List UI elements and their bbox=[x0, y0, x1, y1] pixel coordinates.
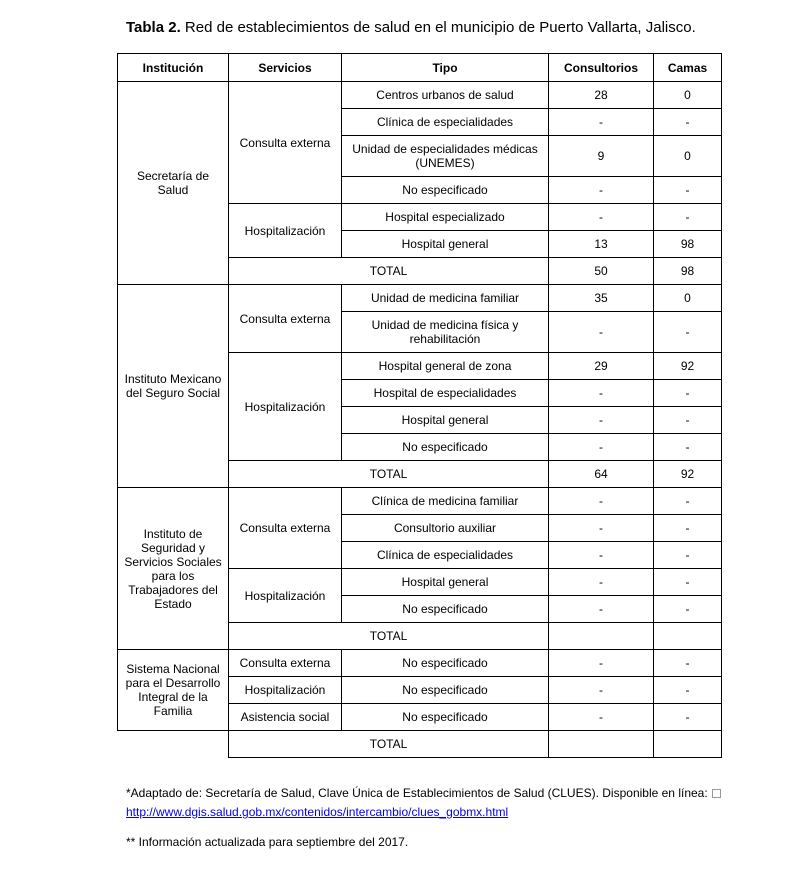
total-label: TOTAL bbox=[229, 461, 549, 488]
header-servicios: Servicios bbox=[229, 54, 342, 82]
camas-cell: - bbox=[654, 380, 722, 407]
type-cell: Hospital de especialidades bbox=[342, 380, 549, 407]
consultorios-cell: 9 bbox=[549, 136, 654, 177]
type-cell: Centros urbanos de salud bbox=[342, 82, 549, 109]
camas-cell: 92 bbox=[654, 353, 722, 380]
type-cell: Clínica de especialidades bbox=[342, 542, 549, 569]
camas-cell: - bbox=[654, 488, 722, 515]
service-cell: Hospitalización bbox=[229, 569, 342, 623]
total-label: TOTAL bbox=[229, 623, 549, 650]
camas-total bbox=[654, 623, 722, 650]
empty-cell bbox=[118, 731, 229, 758]
camas-cell: 98 bbox=[654, 231, 722, 258]
camas-cell: - bbox=[654, 434, 722, 461]
consultorios-cell: - bbox=[549, 434, 654, 461]
type-cell: Unidad de medicina familiar bbox=[342, 285, 549, 312]
service-cell: Consulta externa bbox=[229, 650, 342, 677]
consultorios-cell: - bbox=[549, 177, 654, 204]
type-cell: Hospital especializado bbox=[342, 204, 549, 231]
consultorios-total bbox=[549, 623, 654, 650]
table-row bbox=[118, 650, 722, 677]
header-row bbox=[118, 54, 722, 82]
consultorios-cell: - bbox=[549, 204, 654, 231]
type-cell: Hospital general bbox=[342, 569, 549, 596]
consultorios-cell: 28 bbox=[549, 82, 654, 109]
header-consultorios: Consultorios bbox=[549, 54, 654, 82]
camas-cell: 0 bbox=[654, 285, 722, 312]
consultorios-cell: - bbox=[549, 704, 654, 731]
type-cell: Hospital general bbox=[342, 407, 549, 434]
consultorios-cell: - bbox=[549, 407, 654, 434]
header-tipo: Tipo bbox=[342, 54, 549, 82]
institution-cell: Secretaría de Salud bbox=[118, 82, 229, 285]
header-camas: Camas bbox=[654, 54, 722, 82]
institution-cell: Instituto de Seguridad y Servicios Sociales para los Trabajadores del Estado bbox=[118, 488, 229, 650]
source-link[interactable]: http://www.dgis.salud.gob.mx/contenidos/intercambio/clues_gobmx.html bbox=[126, 805, 509, 819]
camas-cell: 0 bbox=[654, 136, 722, 177]
table-row bbox=[118, 285, 722, 312]
consultorios-total: 64 bbox=[549, 461, 654, 488]
camas-total: 92 bbox=[654, 461, 722, 488]
camas-cell: - bbox=[654, 704, 722, 731]
consultorios-cell: - bbox=[549, 650, 654, 677]
type-cell: No especificado bbox=[342, 704, 549, 731]
camas-cell: - bbox=[654, 650, 722, 677]
camas-total bbox=[654, 731, 722, 758]
type-cell: Clínica de especialidades bbox=[342, 109, 549, 136]
service-cell: Consulta externa bbox=[229, 488, 342, 569]
consultorios-cell: - bbox=[549, 312, 654, 353]
consultorios-cell: 35 bbox=[549, 285, 654, 312]
type-cell: Unidad de medicina física y rehabilitación bbox=[342, 312, 549, 353]
service-cell: Asistencia social bbox=[229, 704, 342, 731]
camas-cell: - bbox=[654, 569, 722, 596]
type-cell: No especificado bbox=[342, 177, 549, 204]
camas-cell: - bbox=[654, 204, 722, 231]
total-row bbox=[118, 731, 722, 758]
consultorios-cell: - bbox=[549, 569, 654, 596]
institution-cell: Instituto Mexicano del Seguro Social bbox=[118, 285, 229, 488]
table-title bbox=[126, 19, 696, 36]
type-cell: No especificado bbox=[342, 677, 549, 704]
update-footnote: ** Información actualizada para septiembre del 2017. bbox=[126, 835, 409, 849]
consultorios-cell: - bbox=[549, 380, 654, 407]
service-cell: Hospitalización bbox=[229, 353, 342, 461]
consultorios-cell: - bbox=[549, 542, 654, 569]
institution-cell: Sistema Nacional para el Desarrollo Integral de la Familia bbox=[118, 650, 229, 731]
camas-cell: - bbox=[654, 542, 722, 569]
table-label: Tabla 2. bbox=[126, 19, 181, 36]
camas-cell: - bbox=[654, 109, 722, 136]
camas-total: 98 bbox=[654, 258, 722, 285]
camas-cell: - bbox=[654, 596, 722, 623]
total-label: TOTAL bbox=[229, 731, 549, 758]
health-establishments-table bbox=[117, 53, 722, 758]
service-cell: Hospitalización bbox=[229, 677, 342, 704]
type-cell: Hospital general bbox=[342, 231, 549, 258]
source-text: *Adaptado de: Secretaría de Salud, Clave Única de Establecimientos de Salud (CLUES). Disponible en línea: bbox=[126, 786, 708, 800]
table-row bbox=[118, 488, 722, 515]
type-cell: Clínica de medicina familiar bbox=[342, 488, 549, 515]
table-row bbox=[118, 82, 722, 109]
type-cell: Consultorio auxiliar bbox=[342, 515, 549, 542]
checkbox-glyph-icon bbox=[712, 789, 721, 798]
consultorios-cell: - bbox=[549, 515, 654, 542]
service-cell: Hospitalización bbox=[229, 204, 342, 258]
camas-cell: 0 bbox=[654, 82, 722, 109]
table-caption: Red de establecimientos de salud en el municipio de Puerto Vallarta, Jalisco. bbox=[184, 19, 696, 36]
consultorios-cell: - bbox=[549, 109, 654, 136]
source-footnote bbox=[126, 786, 726, 819]
service-cell: Consulta externa bbox=[229, 82, 342, 204]
consultorios-total bbox=[549, 731, 654, 758]
consultorios-cell: - bbox=[549, 677, 654, 704]
type-cell: No especificado bbox=[342, 650, 549, 677]
consultorios-cell: 13 bbox=[549, 231, 654, 258]
total-label: TOTAL bbox=[229, 258, 549, 285]
consultorios-cell: - bbox=[549, 488, 654, 515]
consultorios-cell: - bbox=[549, 596, 654, 623]
service-cell: Consulta externa bbox=[229, 285, 342, 353]
header-institucion: Institución bbox=[118, 54, 229, 82]
camas-cell: - bbox=[654, 312, 722, 353]
camas-cell: - bbox=[654, 515, 722, 542]
consultorios-total: 50 bbox=[549, 258, 654, 285]
camas-cell: - bbox=[654, 677, 722, 704]
type-cell: No especificado bbox=[342, 434, 549, 461]
consultorios-cell: 29 bbox=[549, 353, 654, 380]
type-cell: Unidad de especialidades médicas (UNEMES) bbox=[342, 136, 549, 177]
type-cell: Hospital general de zona bbox=[342, 353, 549, 380]
camas-cell: - bbox=[654, 407, 722, 434]
camas-cell: - bbox=[654, 177, 722, 204]
type-cell: No especificado bbox=[342, 596, 549, 623]
